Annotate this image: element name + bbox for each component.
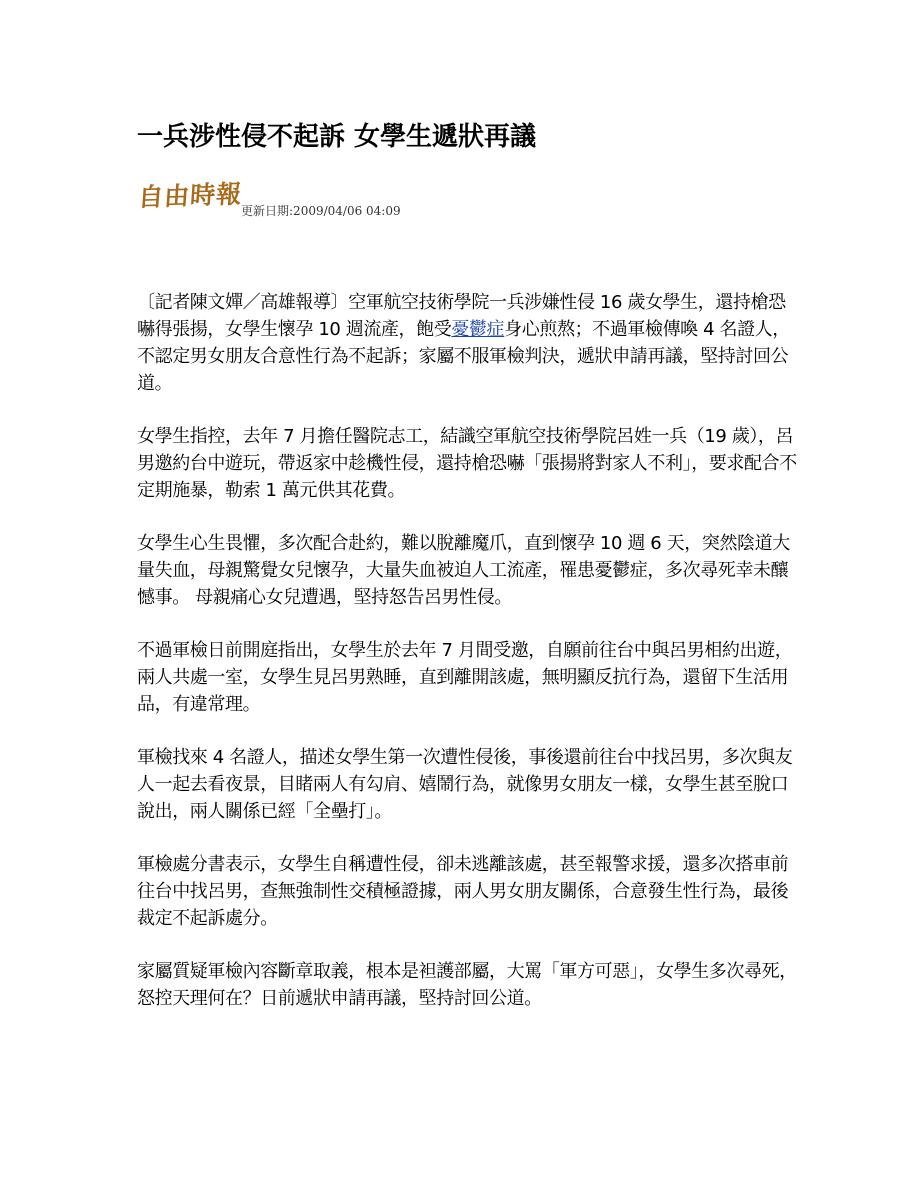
article-title: 一兵涉性侵不起訴 女學生遞狀再議 <box>137 122 537 152</box>
paragraph-5: 軍檢找來 4 名證人，描述女學生第一次遭性侵後，事後還前往台中找呂男，多次與友人一起去看夜景，目睹兩人有勾肩、嬉鬧行為，就像男女朋友一樣，女學生甚至脫口說出，兩人關係已經「全壘打」。 <box>137 747 793 822</box>
paragraph-1 <box>137 289 797 397</box>
paragraph-3: 女學生心生畏懼，多次配合赴約，難以脫離魔爪，直到懷孕 10 週 6 天，突然陰道大量失血，母親驚覺女兒懷孕，大量失血被迫人工流產，罹患憂鬱症，多次尋死幸未釀憾事。 母親痛心女兒遭遇，堅持怒告呂男性侵。 <box>137 533 790 608</box>
masthead <box>137 180 787 220</box>
keyword-link-depression[interactable]: 憂鬱症 <box>451 319 505 340</box>
update-date: 更新日期:2009/04/06 04:09 <box>241 204 401 218</box>
paragraph-1-text-a: 〔記者陳文嬋／高雄報導〕空軍航空技術學院一兵涉嫌性侵 16 歲女學生，還持槍恐嚇得張揚，女學生懷孕 10 週流產，飽受 <box>137 292 786 340</box>
newspaper-logo: 自由時報 <box>137 179 244 212</box>
paragraph-7: 家屬質疑軍檢內容斷章取義，根本是袒護部屬，大罵「軍方可惡」，女學生多次尋死，怒控天理何在？日前遞狀申請再議，堅持討回公道。 <box>137 961 797 1009</box>
article-body <box>137 289 797 1038</box>
paragraph-6: 軍檢處分書表示，女學生自稱遭性侵，卻未逃離該處，甚至報警求援，還多次搭車前往台中找呂男，查無強制性交積極證據，兩人男女朋友關係，合意發生性行為，最後裁定不起訴處分。 <box>137 854 789 929</box>
paragraph-2: 女學生指控，去年 7 月擔任醫院志工，結識空軍航空技術學院呂姓一兵（19 歲），呂男邀約台中遊玩，帶返家中趁機性侵，還持槍恐嚇「張揚將對家人不利」，要求配合不定期施暴，勒索 1 萬元供其花費。 <box>137 426 797 501</box>
paragraph-1-text-b: 身心煎熬；不過軍檢傳喚 4 名證人，不認定男女朋友合意性行為不起訴；家屬不服軍檢判決，遞狀申請再議，堅持討回公道。 <box>137 319 790 394</box>
paragraph-4: 不過軍檢日前開庭指出，女學生於去年 7 月間受邀，自願前往台中與呂男相約出遊，兩人共處一室，女學生見呂男熟睡，直到離開該處，無明顯反抗行為，還留下生活用品，有違常理。 <box>137 640 793 715</box>
